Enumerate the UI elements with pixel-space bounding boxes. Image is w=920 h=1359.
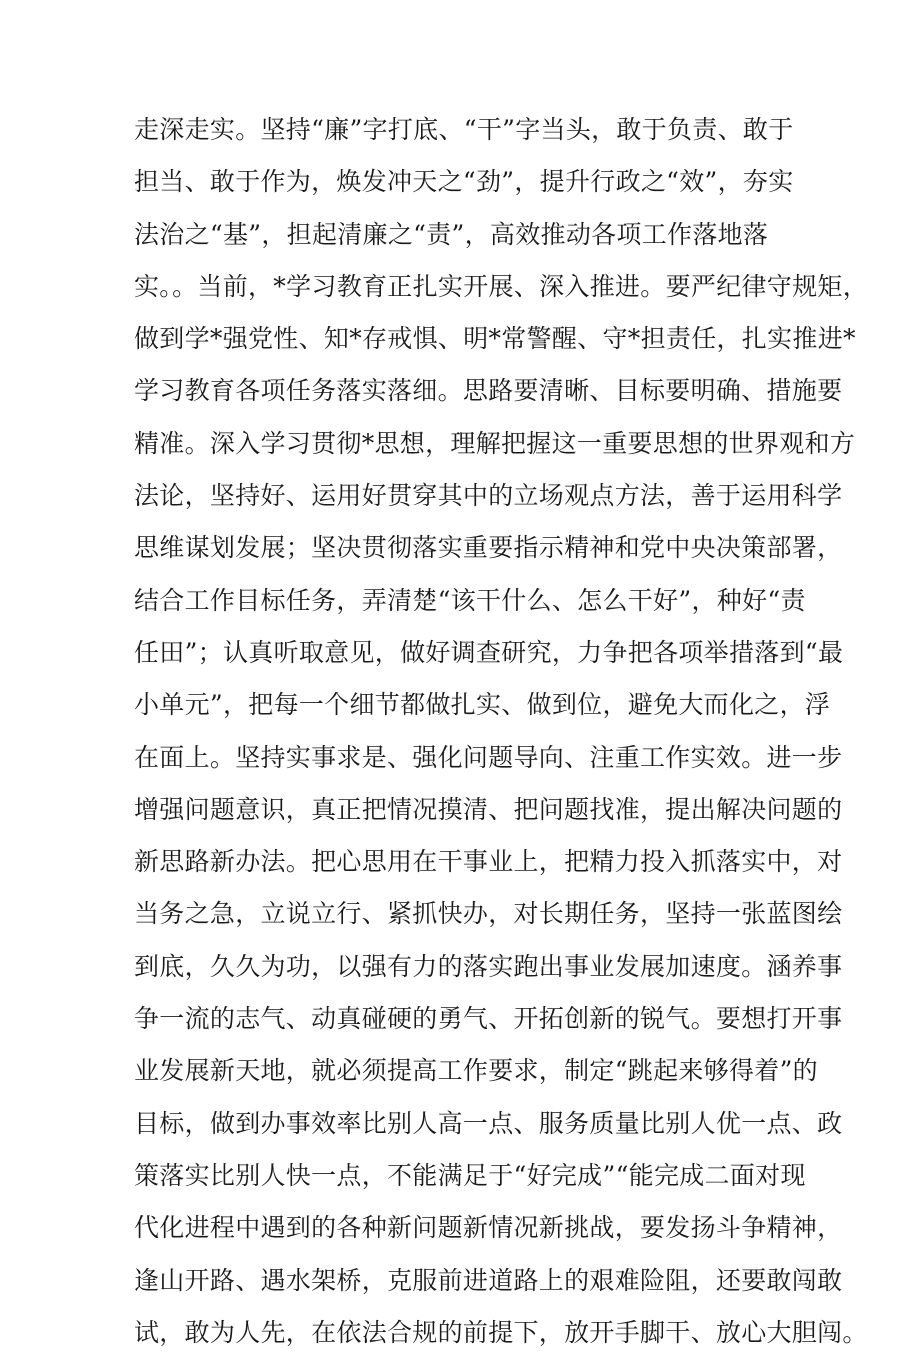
- text-line: 精准。深入学习贯彻*思想，理解把握这一重要思想的世界观和方: [134, 428, 856, 458]
- text-line: 做到学*强党性、知*存戒惧、明*常警醒、守*担责任，扎实推进*: [134, 324, 856, 354]
- text-line: 担当、敢于作为，焕发冲天之“劲”，提升行政之“效”，夯实: [134, 167, 794, 197]
- text-line: 走深走实。坚持“廉”字打底、“干”字当头，敢于负责、敢于: [134, 115, 794, 144]
- text-line: 策落实比别人快一点，不能满足于“好完成”“能完成二面对现: [134, 1160, 806, 1190]
- text-line: 结合工作目标任务，弄清楚“该干什么、怎么干好”，种好“责: [134, 585, 806, 615]
- text-line: 业发展新天地，就必须提高工作要求，制定“跳起来够得着”的: [134, 1056, 818, 1086]
- text-line: 小单元”，把每一个细节都做扎实、做到位，避免大而化之，浮: [134, 690, 831, 720]
- text-line: 当务之急，立说立行、紧抓快办，对长期任务，坚持一张蓝图绘: [134, 899, 843, 929]
- text-line: 任田”；认真听取意见，做好调查研究，力争把各项举措落到“最: [134, 637, 844, 667]
- text-line: 法治之“基”，担起清廉之“责”，高效推动各项工作落地落: [134, 219, 769, 249]
- text-line: 增强问题意识，真正把情况摸清、把问题找准，提出解决问题的: [134, 794, 843, 824]
- text-line: 代化进程中遇到的各种新问题新情况新挑战，要发扬斗争精神，: [134, 1213, 843, 1243]
- text-line: 逢山开路、遇水架桥，克服前进道路上的艰难险阻，还要敢闯敢: [134, 1265, 843, 1295]
- text-line: 新思路新办法。把心思用在干事业上，把精力投入抓落实中，对: [134, 847, 843, 877]
- text-line: 在面上。坚持实事求是、强化问题导向、注重工作实效。进一步: [134, 742, 843, 772]
- text-line: 争一流的志气、动真碰硬的勇气、开拓创新的锐气。要想打开事: [134, 1004, 843, 1034]
- text-line: 目标，做到办事效率比别人高一点、服务质量比别人优一点、政: [134, 1108, 843, 1138]
- body-text: [134, 104, 869, 1359]
- text-line: 实。。当前，*学习教育正扎实开展、深入推进。要严纪律守规矩，: [134, 271, 869, 301]
- text-line: 法论，坚持好、运用好贯穿其中的立场观点方法，善于运用科学: [134, 481, 843, 511]
- text-line: 到底，久久为功，以强有力的落实跑出事业发展加速度。涵养事: [134, 951, 843, 981]
- text-line: 试，敢为人先，在依法合规的前提下，放开手脚干、放心大胆闯。: [134, 1317, 868, 1347]
- text-line: 学习教育各项任务落实落细。思路要清晰、目标要明确、措施要: [134, 376, 843, 406]
- text-line: 思维谋划发展；坚决贯彻落实重要指示精神和党中央决策部署，: [134, 533, 843, 563]
